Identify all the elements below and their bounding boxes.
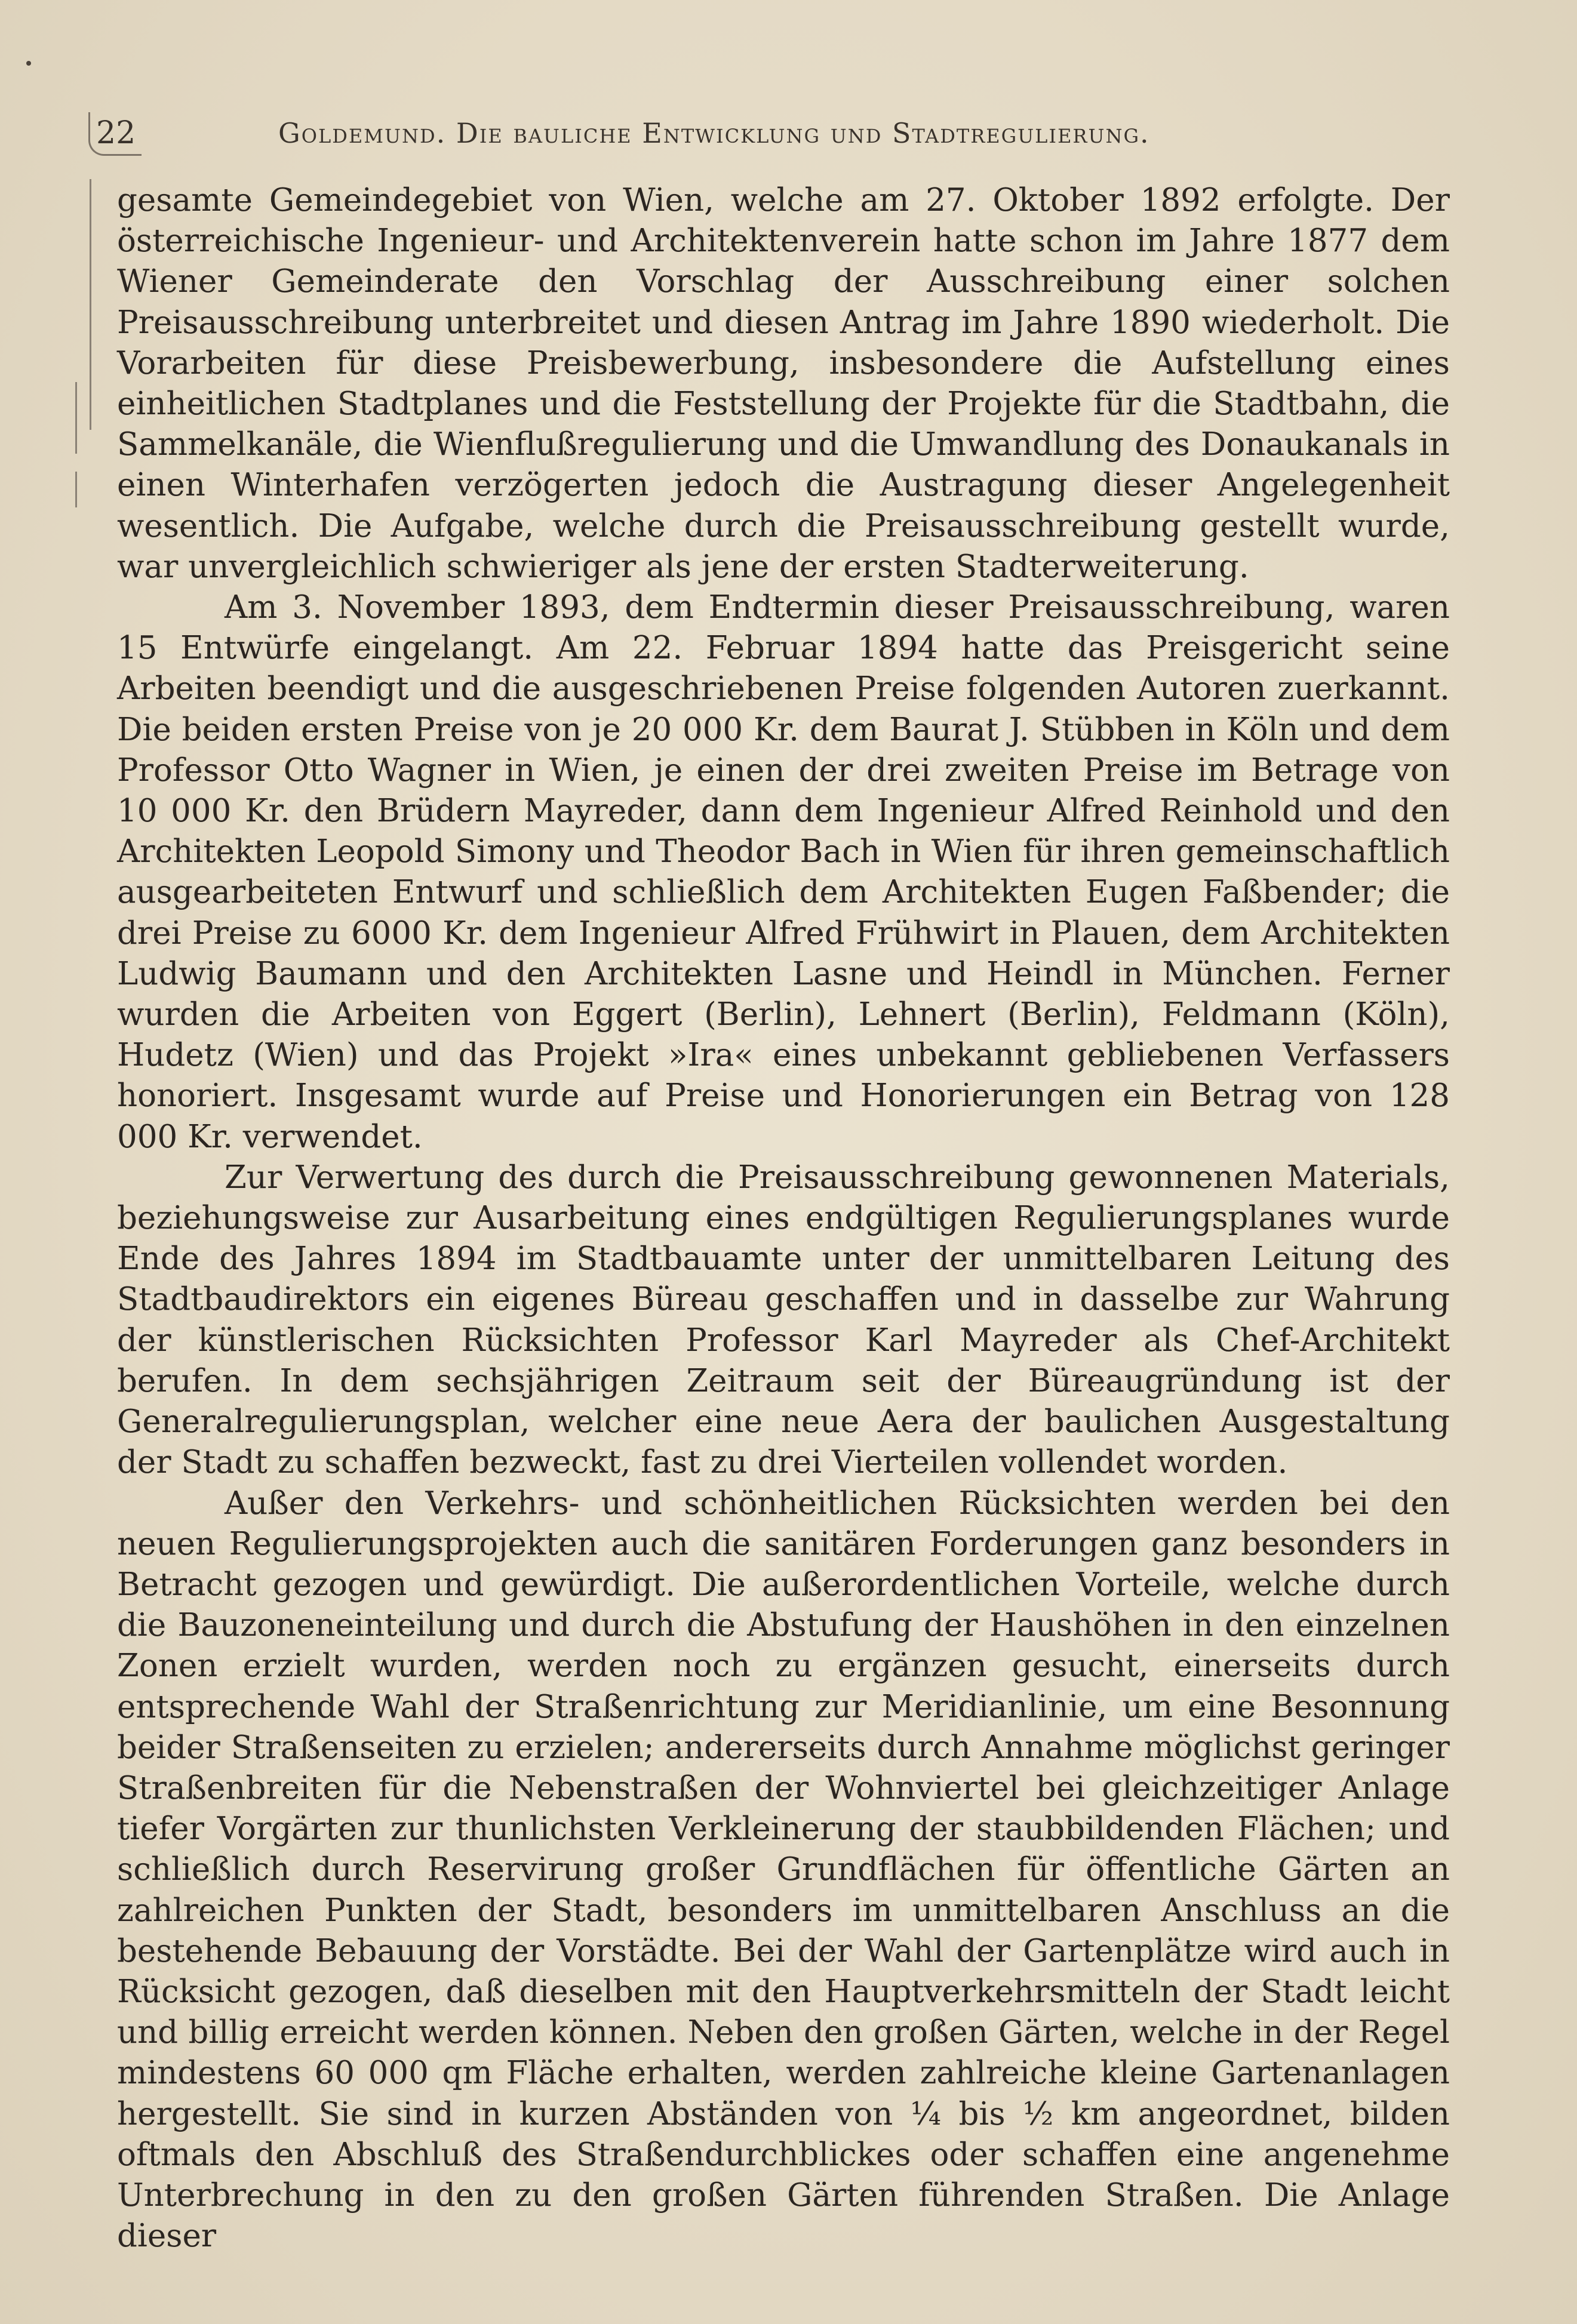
paragraph-2: Am 3. November 1893, dem Endtermin dieser Preisausschreibung, waren 15 Entwürfe eingelangt. Am 22. Februar 1894 hatte das Preisgericht seine Arbeiten beendigt und die ausgeschriebenen Preise folgenden Autoren zuerkannt. Die beiden ersten Preise von je 20 000 Kr. dem Baurat J. Stübben in Köln und dem Professor Otto Wagner in Wien, je einen der drei zweiten Preise im Betrage von 10 000 Kr. den Brüdern Mayreder, dann dem Ingenieur Alfred Reinhold und den Architekten Leopold Simony und Theodor Bach in Wien für ihren gemeinschaftlich ausgearbeiteten Entwurf und schließlich dem Architekten Eugen Faßbender; die drei Preise zu 6000 Kr. dem Ingenieur Alfred Frühwirt in Plauen, dem Architekten Ludwig Baumann und den Architekten Lasne und Heindl in München. Ferner wurden die Arbeiten von Eggert (Berlin), Lehnert (Berlin), Feldmann (Köln), Hudetz (Wien) und das Projekt »Ira« eines unbekannt gebliebenen Verfassers honoriert. Insgesamt wurde auf Preise und Honorierungen ein Betrag von 128 000 Kr. verwendet. [117, 589, 1450, 1155]
margin-pencil-line [75, 472, 77, 507]
paragraph-1: gesamte Gemeindegebiet von Wien, welche am 27. Oktober 1892 erfolgte. Der österreichische Ingenieur- und Architektenverein hatte schon im Jahre 1877 dem Wiener Gemeinderate den Vorschlag der Ausschreibung einer solchen Preisausschreibung unterbreitet und diesen Antrag im Jahre 1890 wiederholt. Die Vorarbeiten für diese Preisbewerbung, insbesondere die Aufstellung eines einheitlichen Stadtplanes und die Feststellung der Projekte für die Stadtbahn, die Sammelkanäle, die Wienflußregulierung und die Umwandlung des Donaukanals in einen Winterhafen verzögerten jedoch die Austragung dieser Angelegenheit wesentlich. Die Aufgabe, welche durch die Preisausschreibung gestellt wurde, war unvergleichlich schwieriger als jene der ersten Stadterweiterung. [117, 182, 1450, 585]
margin-pencil-line [90, 179, 91, 430]
margin-pencil-line [75, 382, 77, 454]
running-head: Goldemund. Die bauliche Entwicklung und Stadtregulierung. [278, 117, 1150, 149]
page-header [88, 112, 1450, 154]
page-number: 22 [88, 112, 142, 156]
paragraph-3: Zur Verwertung des durch die Preisausschreibung gewonnenen Materials, beziehungsweise zur Ausarbeitung eines endgültigen Regulierungsplanes wurde Ende des Jahres 1894 im Stadtbauamte unter der unmittelbaren Leitung des Stadtbaudirektors ein eigenes Büreau geschaffen und in dasselbe zur Wahrung der künstlerischen Rücksichten Professor Karl Mayreder als Chef-Architekt berufen. In dem sechsjährigen Zeitraum seit der Büreaugründung ist der Generalregulierungsplan, welcher eine neue Aera der baulichen Ausgestaltung der Stadt zu schaffen bezweckt, fast zu drei Vierteilen vollendet worden. [117, 1159, 1450, 1481]
paragraph-4: Außer den Verkehrs- und schönheitlichen Rücksichten werden bei den neuen Regulierungsprojekten auch die sanitären Forderungen ganz besonders in Betracht gezogen und gewürdigt. Die außerordentlichen Vorteile, welche durch die Bauzoneneinteilung und durch die Abstufung der Haushöhen in den einzelnen Zonen erzielt wurden, werden noch zu ergänzen gesucht, einerseits durch entsprechende Wahl der Straßenrichtung zur Meridianlinie, um eine Besonnung beider Straßenseiten zu erzielen; andererseits durch Annahme möglichst geringer Straßenbreiten für die Nebenstraßen der Wohnviertel bei gleichzeitiger Anlage tiefer Vorgärten zur thunlichsten Verkleinerung der staubbildenden Flächen; und schließlich durch Reservirung großer Grundflächen für öffentliche Gärten an zahlreichen Punkten der Stadt, besonders im unmittelbaren Anschluss an die bestehende Bebauung der Vorstädte. Bei der Wahl der Gartenplätze wird auch in Rücksicht gezogen, daß dieselben mit den Hauptverkehrsmitteln der Stadt leicht und billig erreicht werden können. Neben den großen Gärten, welche in der Regel mindestens 60 000 qm Fläche erhalten, werden zahlreiche kleine Gartenanlagen hergestellt. Sie sind in kurzen Abständen von ¼ bis ½ km angeordnet, bilden oftmals den Abschluß des Straßendurchblickes oder schaffen eine angenehme Unterbrechung in den zu den großen Gärten führenden Straßen. Die Anlage dieser [117, 1485, 1450, 2255]
body-text [117, 180, 1450, 2257]
ink-speck [26, 61, 31, 66]
